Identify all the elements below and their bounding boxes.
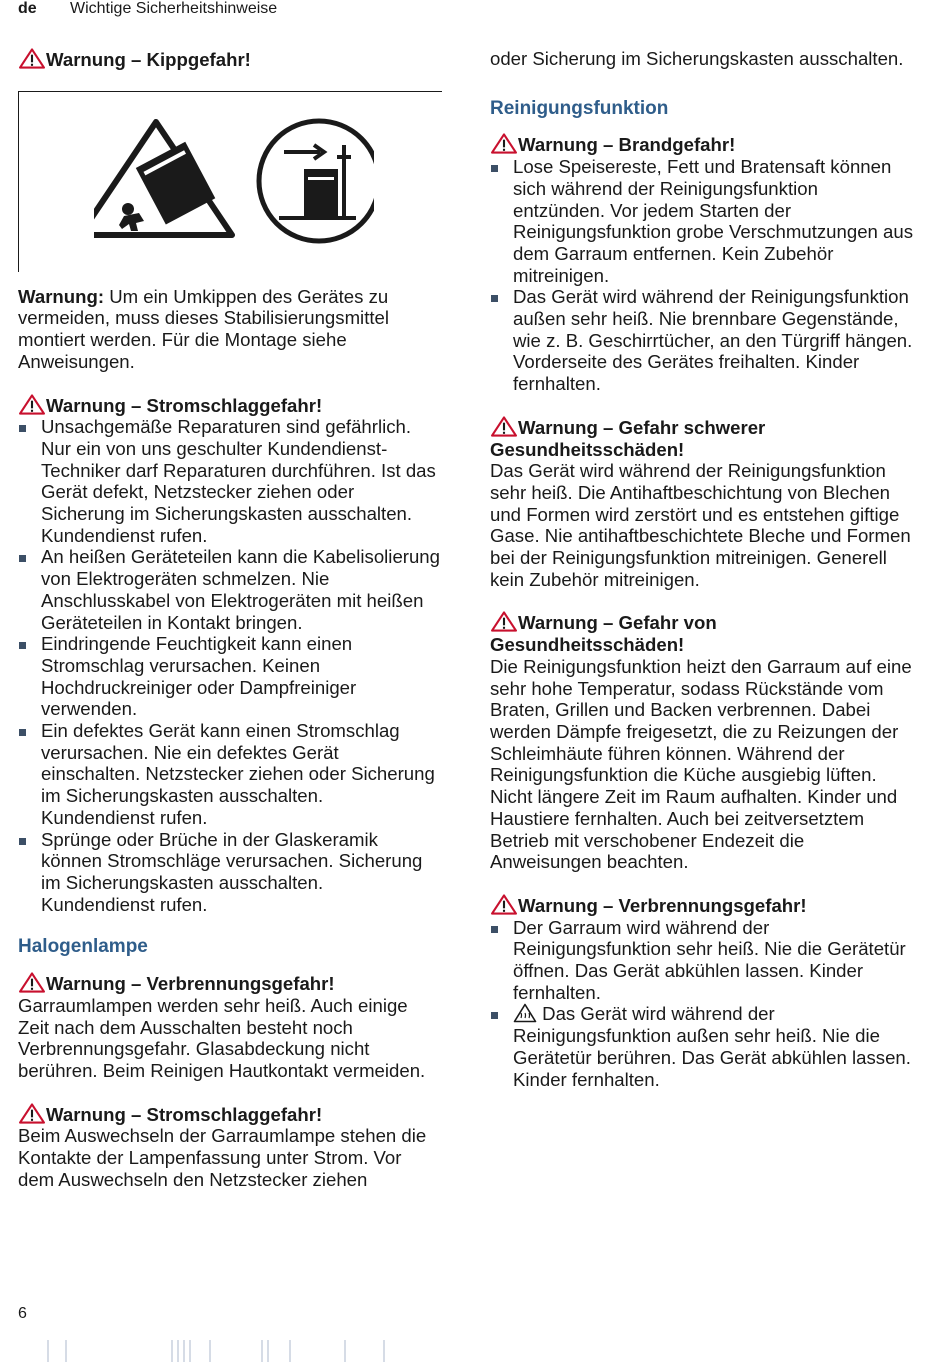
list-item-text: Das Gerät wird während der Reinigungsfunktion außen sehr heiß. Nie die Gerätetür berühren. Das Gerät abkühlen lassen. Kinder fernhalten.: [513, 1003, 911, 1090]
print-marks: [0, 1340, 950, 1362]
list-item: Sprünge oder Brüche in der Glaskeramik können Stromschläge verursachen. Sicherung im Sicherungskasten ausschalten. Kundendienst rufen.: [18, 829, 442, 916]
warning-text: Garraumlampen werden sehr heiß. Auch einige Zeit nach dem Ausschalten besteht noch Verbrennungsgefahr. Glasabdeckung nicht berühren. Beim Reinigen Hautkontakt vermeiden.: [18, 994, 426, 1081]
warning-triangle-icon: [18, 48, 46, 69]
warning-triangle-icon: [18, 972, 46, 993]
warning-title: [18, 394, 442, 417]
stabilizer-figure: [18, 91, 442, 272]
list-item: Der Garraum wird während der Reinigungsfunktion sehr heiß. Nie die Gerätetür öffnen. Das Gerät abkühlen lassen. Kinder fernhalten.: [490, 917, 914, 1004]
shock-warning-1: [18, 394, 442, 916]
warning-title-text: Warnung – Verbrennungsgefahr!: [46, 973, 335, 995]
right-column: [490, 48, 914, 1090]
tip-paragraph: [18, 286, 442, 373]
warning-title-text: Warnung – Gefahr von Gesundheitsschäden!: [490, 612, 717, 656]
section-title: Wichtige Sicherheitshinweise: [70, 0, 278, 17]
language-tag: de: [18, 0, 37, 17]
list-item: Unsachgemäße Reparaturen sind gefährlich. Nur ein von uns geschulter Kundendienst-Techniker darf Reparaturen durchführen. Ist das Gerät defekt, Netzstecker ziehen oder Sicherung im Sicherungskasten ausschalten. Kundendienst rufen.: [18, 416, 442, 546]
list-item: Eindringende Feuchtigkeit kann einen Stromschlag verursachen. Keinen Hochdruckreiniger oder Dampfreiniger verwenden.: [18, 633, 442, 720]
warning-triangle-icon: [490, 611, 518, 632]
shock-warning-2: [18, 1103, 442, 1191]
burn-warning-lamp: [18, 972, 442, 1082]
warning-title: [18, 48, 442, 71]
warning-title: [18, 972, 442, 995]
warning-title-text: Warnung – Brandgefahr!: [518, 134, 736, 156]
page-number: 6: [18, 1305, 27, 1322]
page-header: [18, 0, 950, 22]
left-column: [18, 48, 442, 1190]
warning-title-text: Warnung – Stromschlaggefahr!: [46, 394, 323, 416]
warning-title-text: Warnung – Stromschlaggefahr!: [46, 1103, 323, 1125]
warning-label: Warnung:: [18, 285, 105, 307]
warning-text: Die Reinigungsfunktion heizt den Garraum auf eine sehr hohe Temperatur, sodass Rückstände vom Braten, Grillen und Backen verbrennen. Dabei werden Dämpfe freigesetzt, die zu Reizungen der Schleimhäute führen können. Während der Reinigungsfunktion die Küche ausgiebig lüften. Nicht längere Zeit im Raum aufhalten. Kinder und Haustiere fernhalten. Auch bei zeitversetztem Betrieb mit verschobener Endezeit die Anweisungen beachten.: [490, 655, 912, 873]
warning-triangle-icon: [490, 133, 518, 154]
warning-title: [490, 416, 914, 460]
section-heading-halogen: Halogenlampe: [18, 936, 148, 958]
warning-title: [490, 133, 914, 156]
section-heading-cleaning: Reinigungsfunktion: [490, 97, 669, 119]
bullet-list: [490, 156, 914, 395]
warning-triangle-icon: [490, 416, 518, 437]
bullet-list: [490, 917, 914, 1091]
list-item: Ein defektes Gerät kann einen Stromschlag verursachen. Nie ein defektes Gerät einschalten. Netzstecker ziehen oder Sicherung im Sicherungskasten ausschalten. Kundendienst rufen.: [18, 720, 442, 829]
warning-title: [490, 611, 914, 655]
warning-title-text: Warnung – Gefahr schwerer Gesundheitsschäden!: [490, 416, 766, 460]
health-warning: [490, 611, 914, 872]
list-item: [490, 1003, 914, 1090]
tip-over-pictogram-icon: [94, 117, 374, 247]
hot-surface-icon: [513, 1003, 537, 1023]
list-item: An heißen Geräteteilen kann die Kabelisolierung von Elektrogeräten schmelzen. Nie Anschlusskabel von Elektrogeräten mit heißen Geräteteilen in Kontakt bringen.: [18, 546, 442, 633]
list-item: Lose Speisereste, Fett und Bratensaft können sich während der Reinigungsfunktion entzünden. Vor jedem Starten der Reinigungsfunktion grobe Verschmutzungen aus dem Garraum entfernen. Kein Zubehör mitreinigen.: [490, 156, 914, 286]
warning-title-text: Warnung – Verbrennungsgefahr!: [518, 894, 807, 916]
warning-triangle-icon: [18, 1103, 46, 1124]
tip-text: Um ein Umkippen des Gerätes zu vermeiden, muss dieses Stabilisierungsmittel montiert werden. Für die Montage siehe Anweisungen.: [18, 285, 389, 372]
bullet-list: [18, 416, 442, 915]
continued-text: oder Sicherung im Sicherungskasten ausschalten.: [490, 48, 904, 69]
warning-text: Das Gerät wird während der Reinigungsfunktion sehr heiß. Die Antihaftbeschichtung von Blechen und Formen wird zerstört und es entstehen giftige Gase. Nie antihaftbeschichtete Bleche und Formen bei der Reinigungsfunktion mitreinigen. Generell kein Zubehör mitreinigen.: [490, 460, 911, 590]
tip-warning: [18, 48, 442, 373]
burn-warning-cleaning: [490, 894, 914, 1090]
warning-triangle-icon: [18, 394, 46, 415]
fire-warning: [490, 133, 914, 394]
warning-text: Beim Auswechseln der Garraumlampe stehen die Kontakte der Lampenfassung unter Strom. Vor dem Auswechseln den Netzstecker ziehen: [18, 1125, 427, 1190]
warning-title: [490, 894, 914, 917]
warning-triangle-icon: [490, 894, 518, 915]
serious-health-warning: [490, 416, 914, 591]
warning-title: [18, 1103, 442, 1126]
list-item: Das Gerät wird während der Reinigungsfunktion außen sehr heiß. Nie brennbare Gegenstände, wie z. B. Geschirrtücher, an den Türgriff hängen. Vorderseite des Gerätes freihalten. Kinder fernhalten.: [490, 286, 914, 395]
warning-title-text: Warnung – Kippgefahr!: [46, 49, 251, 70]
